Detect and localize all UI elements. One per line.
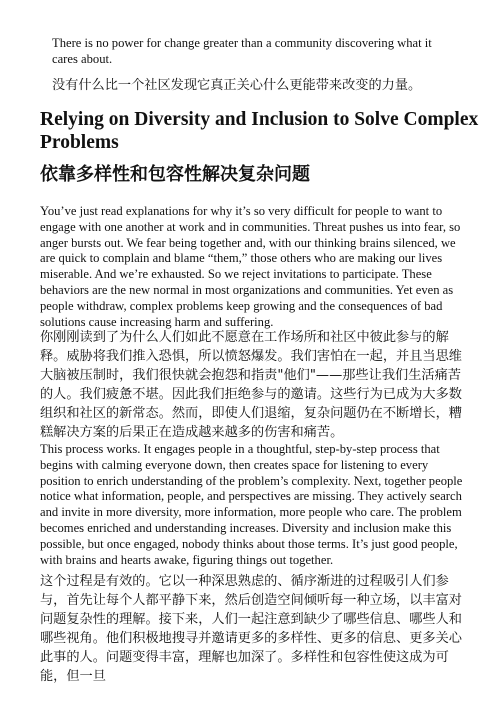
paragraph-1-zh: 你刚刚读到了为什么人们如此不愿意在工作场所和社区中彼此参与的解释。威胁将我们推入恐惧，所以愤怒爆发。我们害怕在一起，并且当思维大脑被压制时，我们很快就会抱怨和指责"他们"——那些让我们生活痛苦的人。我们疲惫不堪。因此我们拒绝参与的邀请。这些行为已成为大多数组织和社区的新常态。然而，即使人们退缩，复杂问题仍在不断增长，糟糕解决方案的后果正在造成越来越多的伤害和痛苦。 xyxy=(40,330,462,440)
section-heading-zh: 依靠多样性和包容性解决复杂问题 xyxy=(40,164,310,185)
section-heading-en: Relying on Diversity and Inclusion to Solve Complex Problems xyxy=(40,109,479,153)
paragraph-1-en: You’ve just read explanations for why it’s so very difficult for people to want to engage with one another at work and in communities. Threat pushes us into fear, so anger bursts out. We fear being together and, with our thinking brains silenced, we are quick to complain and blame “them,” those others who are making our lives miserable. And we’re exhausted. So we reject invitations to participate. These behaviors are the new normal in most organizations and communities. Yet even as people withdraw, complex problems keep growing and the consequences of bad solutions cause increasing harm and suffering. xyxy=(40,204,461,329)
epigraph-quote-en: There is no power for change greater than a community discovering what it cares about. xyxy=(52,36,432,66)
epigraph-quote-zh: 没有什么比一个社区发现它真正关心什么更能带来改变的力量。 xyxy=(52,78,422,93)
paragraph-2-zh: 这个过程是有效的。它以一种深思熟虑的、循序渐进的过程吸引人们参与，首先让每个人都平静下来，然后创造空间倾听每一种立场，以丰富对问题复杂性的理解。接下来，人们一起注意到缺少了哪些信息、哪些人和哪些视角。他们积极地搜寻并邀请更多的多样性、更多的信息、更多关心此事的人。问题变得丰富，理解也加深了。多样性和包容性使这成为可能，但一旦 xyxy=(40,574,462,684)
paragraph-2-en: This process works. It engages people in a thoughtful, step-by-step process that begins with calming everyone down, then creates space for listening to every position to enrich understanding of the problem’s complexity. Next, together people notice what information, people, and perspectives are missing. They actively search and invite in more diversity, more information, more people who care. The problem becomes enriched and understanding increases. Diversity and inclusion make this possible, but once engaged, nobody thinks about those terms. It’s just good people, with brains and hearts awake, figuring things out together. xyxy=(40,442,463,567)
